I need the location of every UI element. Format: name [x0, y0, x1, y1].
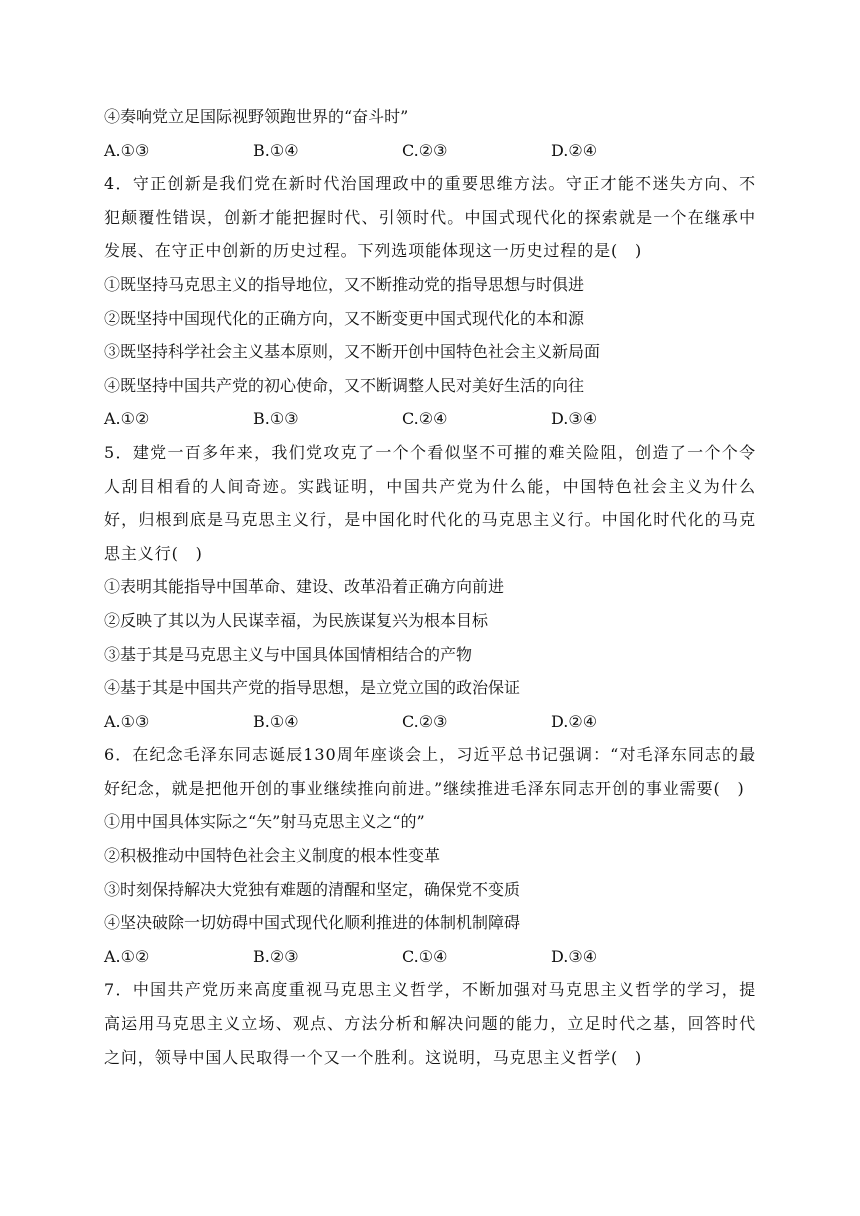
q5-item-4: ④基于其是中国共产党的指导思想，是立党立国的政治保证	[104, 678, 521, 698]
q3-item-4: ④奏响党立足国际视野领跑世界的“奋斗时”	[104, 107, 409, 126]
q5-item-1: ①表明其能指导中国革命、建设、改革沿着正确方向前进	[104, 577, 505, 597]
q6-option-d: D.③④	[551, 946, 598, 966]
q4-item-1: ①既坚持马克思主义的指导地位，又不断推动党的指导思想与时俱进	[104, 274, 585, 294]
q5-option-b: B.①④	[253, 711, 299, 731]
q4-item-2: ②既坚持中国现代化的正确方向，又不断变更中国式现代化的本和源	[104, 308, 585, 328]
q6-item-1: ①用中国具体实际之“矢”射马克思主义之“的”	[104, 812, 425, 832]
q5-option-c: C.②③	[402, 711, 448, 731]
q3-option-b: B.①④	[253, 140, 299, 160]
q6-option-a: A.①②	[104, 946, 150, 966]
q6-item-2: ②积极推动中国特色社会主义制度的根本性变革	[104, 846, 441, 866]
q5-options	[104, 705, 756, 739]
q4-option-d: D.③④	[551, 409, 598, 429]
q5-item-2: ②反映了其以为人民谋幸福，为民族谋复兴为根本目标	[104, 610, 489, 630]
q5-option-d: D.②④	[551, 711, 598, 731]
q3-option-c: C.②③	[402, 140, 448, 160]
q3-option-d: D.②④	[551, 140, 598, 160]
q6-stem: 6．在纪念毛泽东同志诞辰130周年座谈会上，习近平总书记强调：“对毛泽东同志的最好纪念，就是把他开创的事业继续推向前进。”继续推进毛泽东同志开创的事业需要( )	[104, 745, 756, 798]
q6-option-b: B.②③	[253, 946, 299, 966]
q5-stem: 5．建党一百多年来，我们党攻克了一个个看似坚不可摧的难关险阻，创造了一个个令人刮目相看的人间奇迹。实践证明，中国共产党为什么能，中国特色社会主义为什么好，归根到底是马克思主义行，是中国化时代化的马克思主义行。中国化时代化的马克思主义行( )	[104, 442, 756, 563]
q4-stem: 4．守正创新是我们党在新时代治国理政中的重要思维方法。守正才能不迷失方向、不犯颠覆性错误，创新才能把握时代、引领时代。中国式现代化的探索就是一个在继承中发展、在守正中创新的历史过程。下列选项能体现这一历史过程的是( )	[104, 174, 756, 261]
q4-option-b: B.①③	[253, 409, 299, 429]
exam-page	[104, 100, 756, 1074]
q6-item-4: ④坚决破除一切妨碍中国式现代化顺利推进的体制机制障碍	[104, 913, 521, 933]
q3-option-a: A.①③	[104, 140, 150, 160]
q4-item-3: ③既坚持科学社会主义基本原则，又不断开创中国特色社会主义新局面	[104, 342, 601, 362]
q5-option-a: A.①③	[104, 711, 150, 731]
q4-option-c: C.②④	[402, 409, 448, 429]
q6-options	[104, 940, 756, 974]
q4-item-4: ④既坚持中国共产党的初心使命，又不断调整人民对美好生活的向往	[104, 375, 585, 395]
q6-item-3: ③时刻保持解决大党独有难题的清醒和坚定，确保党不变质	[104, 879, 521, 899]
q7-stem: 7．中国共产党历来高度重视马克思主义哲学，不断加强对马克思主义哲学的学习，提高运用马克思主义立场、观点、方法分析和解决问题的能力，立足时代之基，回答时代之问，领导中国人民取得一个又一个胜利。这说明，马克思主义哲学( )	[104, 980, 756, 1067]
q3-options	[104, 134, 756, 168]
q6-option-c: C.①④	[402, 946, 448, 966]
q4-options	[104, 402, 756, 436]
q5-item-3: ③基于其是马克思主义与中国具体国情相结合的产物	[104, 644, 473, 664]
q4-option-a: A.①②	[104, 409, 150, 429]
